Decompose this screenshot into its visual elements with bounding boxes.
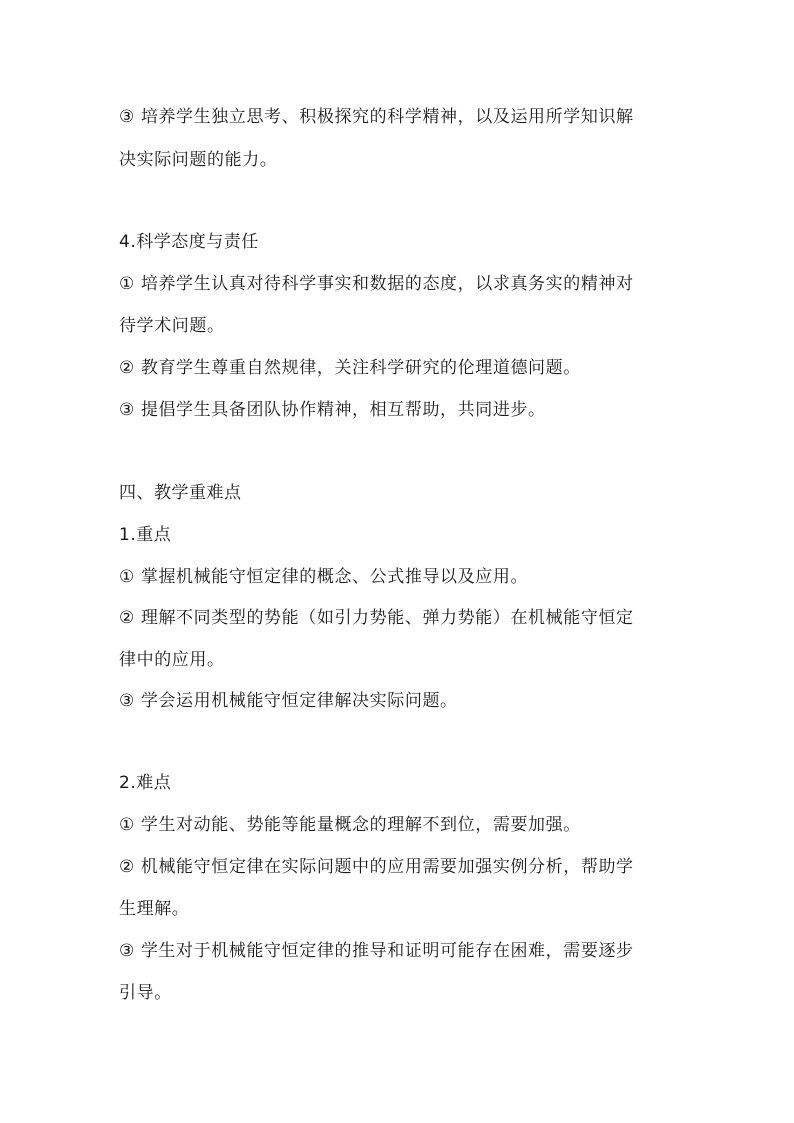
section-heading-scientific-attitude: 4.科学态度与责任: [119, 232, 259, 252]
key-point-item-2-line-1: ② 理解不同类型的势能（如引力势能、弹力势能）在机械能守恒定: [119, 608, 634, 628]
key-points-heading: 1.重点: [119, 525, 172, 545]
attitude-item-2: ② 教育学生尊重自然规律，关注科学研究的伦理道德问题。: [119, 358, 581, 378]
difficult-point-item-1: ① 学生对动能、势能等能量概念的理解不到位，需要加强。: [119, 815, 581, 835]
attitude-item-1-line-1: ① 培养学生认真对待科学事实和数据的态度，以求真务实的精神对: [119, 274, 634, 294]
difficult-point-item-3-line-1: ③ 学生对于机械能守恒定律的推导和证明可能存在困难，需要逐步: [119, 941, 634, 961]
key-point-item-2-line-2: 律中的应用。: [119, 650, 225, 670]
difficult-point-item-2-line-2: 生理解。: [119, 899, 190, 919]
difficult-point-item-3-line-2: 引导。: [119, 983, 172, 1003]
attitude-item-3: ③ 提倡学生具备团队协作精神，相互帮助，共同进步。: [119, 400, 546, 420]
key-point-item-1: ① 掌握机械能守恒定律的概念、公式推导以及应用。: [119, 567, 529, 587]
ability-item-3-line-1: ③ 培养学生独立思考、积极探究的科学精神，以及运用所学知识解: [119, 107, 634, 127]
difficult-points-heading: 2.难点: [119, 773, 172, 793]
ability-item-3-line-2: 决实际问题的能力。: [119, 150, 278, 170]
key-point-item-3: ③ 学会运用机械能守恒定律解决实际问题。: [119, 691, 458, 711]
part-title-key-difficult-points: 四、教学重难点: [119, 483, 242, 503]
difficult-point-item-2-line-1: ② 机械能守恒定律在实际问题中的应用需要加强实例分析，帮助学: [119, 857, 634, 877]
attitude-item-1-line-2: 待学术问题。: [119, 316, 225, 336]
